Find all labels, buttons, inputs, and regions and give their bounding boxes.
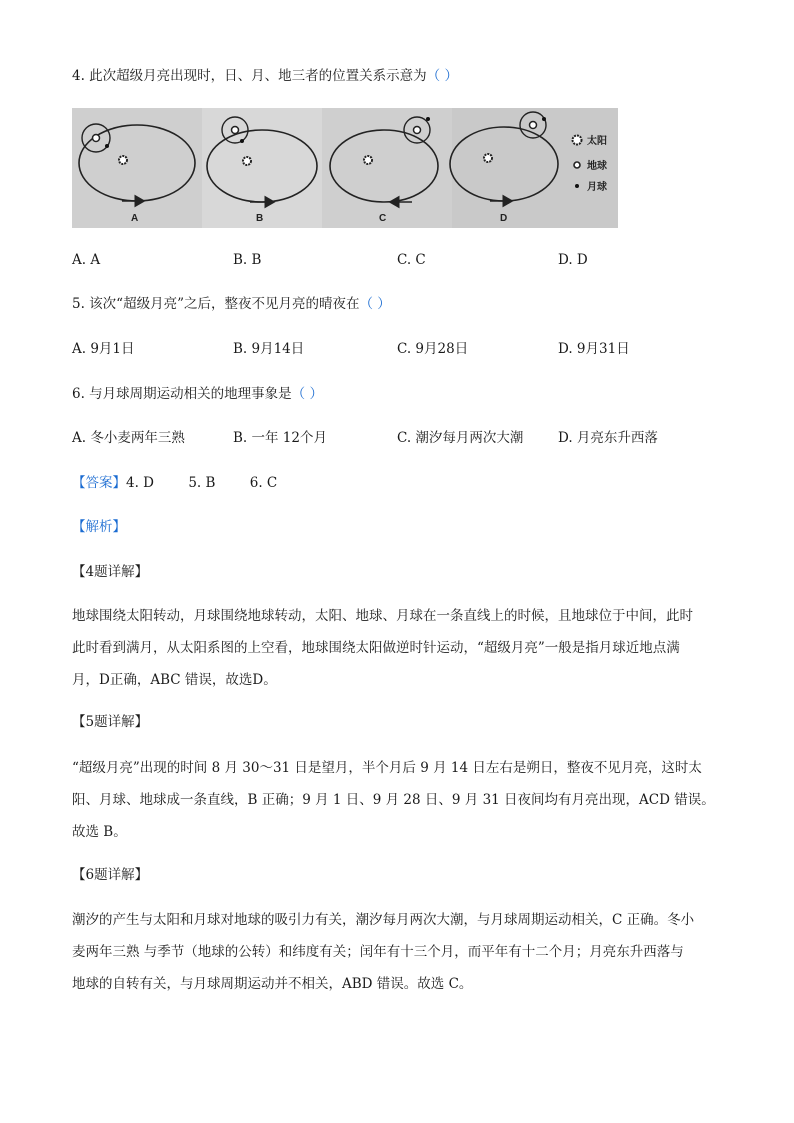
sun-earth-moon-figure (72, 108, 618, 228)
analysis-label: 【解析】 (72, 519, 126, 535)
q6-option-d: D. 月亮东升西落 (558, 430, 658, 446)
q4-option-b: B. B (233, 252, 262, 268)
detail-4-body (72, 600, 724, 696)
answer-label: 【答案】 (72, 475, 126, 491)
legend-sun-icon (573, 136, 582, 145)
moon-c (426, 117, 430, 121)
sun-b (243, 157, 251, 165)
moon-d (542, 117, 546, 121)
q4-option-d: D. D (558, 252, 588, 268)
legend-moon-label: 月球 (587, 182, 607, 193)
q5-option-b: B. 9月14日 (233, 341, 305, 357)
q5-option-c: C. 9月28日 (397, 341, 469, 357)
earth-b (232, 127, 239, 134)
q4-option-c: C. C (397, 252, 426, 268)
legend-earth-icon (574, 162, 580, 168)
answer-line (72, 473, 277, 493)
answer-bracket: （ ） (359, 296, 391, 312)
panel-label-a: A (131, 213, 139, 224)
answer-bracket: （ ） (291, 386, 323, 402)
moon-a (105, 144, 109, 148)
detail-5-line: 阳、月球、地球成一条直线，B 正确；9 月 1 日、9 月 28 日、9 月 31 日夜间均有月亮出现，ACD 错误。 (72, 792, 715, 808)
figure-legend (573, 134, 608, 193)
detail-4-line: 地球围绕太阳转动，月球围绕地球转动，太阳、地球、月球在一条直线上的时候，且地球位于中间，此时 (72, 608, 693, 624)
legend-sun-label: 太阳 (587, 136, 607, 147)
moon-b (240, 139, 244, 143)
question-5-stem: 5. 该次“超级月亮”之后，整夜不见月亮的晴夜在（ ） (72, 296, 391, 312)
answer-text: 4. D 5. B 6. C (126, 475, 278, 491)
detail-6-line: 麦两年三熟 与季节（地球的公转）和纬度有关；闰年有十三个月，而平年有十二个月；月亮东升西落与 (72, 944, 684, 960)
legend-earth-label: 地球 (587, 161, 607, 172)
detail-5-heading: 【5题详解】 (72, 714, 149, 730)
detail-4-line: 此时看到满月，从太阳系图的上空看，地球围绕太阳做逆时针运动，“超级月亮”一般是指月球近地点满 (72, 640, 680, 656)
detail-6-heading: 【6题详解】 (72, 867, 149, 883)
detail-5-line: “超级月亮”出现的时间 8 月 30～31 日是望月，半个月后 9 月 14 日左右是朔日，整夜不见月亮，这时太 (72, 760, 702, 776)
earth-d (530, 122, 537, 129)
detail-6-body (72, 904, 724, 1000)
answer-bracket: （ ） (426, 68, 458, 84)
earth-a (93, 135, 100, 142)
detail-6-line: 地球的自转有关，与月球周期运动并不相关，ABD 错误。故选 C。 (72, 976, 473, 992)
earth-c (414, 127, 421, 134)
question-4-stem: 4. 此次超级月亮出现时，日、月、地三者的位置关系示意为（ ） (72, 68, 458, 84)
detail-6-line: 潮汐的产生与太阳和月球对地球的吸引力有关，潮汐每月两次大潮，与月球周期运动相关，C 正确。冬小 (72, 912, 695, 928)
legend-moon-icon (575, 184, 579, 188)
q6-option-b: B. 一年 12个月 (233, 430, 327, 446)
panel-label-c: C (379, 213, 387, 224)
sun-a (119, 156, 127, 164)
detail-5-body (72, 752, 724, 848)
panel-label-b: B (256, 213, 264, 224)
sun-d (484, 154, 492, 162)
detail-4-line: 月，D正确，ABC 错误，故选D。 (72, 672, 277, 688)
q4-option-a: A. A (72, 252, 101, 268)
q6-option-a: A. 冬小麦两年三熟 (72, 430, 185, 446)
question-6-stem: 6. 与月球周期运动相关的地理事象是（ ） (72, 386, 323, 402)
detail-4-heading: 【4题详解】 (72, 564, 149, 580)
panel-label-d: D (500, 213, 508, 224)
q5-option-d: D. 9月31日 (558, 341, 630, 357)
q5-option-a: A. 9月1日 (72, 341, 135, 357)
q6-option-c: C. 潮汐每月两次大潮 (397, 430, 524, 446)
detail-5-line: 故选 B。 (72, 824, 127, 840)
sun-c (364, 156, 372, 164)
